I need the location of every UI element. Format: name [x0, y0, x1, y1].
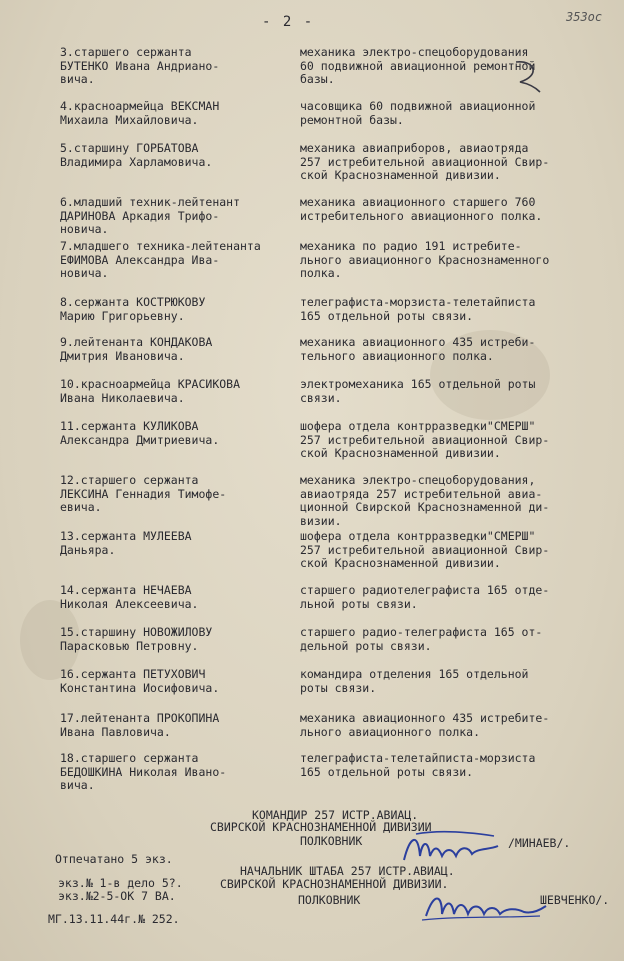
awardee-name: 8.сержанта КОСТРЮКОВУ Марию Григорьевну.: [60, 295, 206, 323]
awardee-name: 13.сержанта МУЛЕЕВА Даньяра.: [60, 529, 192, 557]
chief-rank: ПОЛКОВНИК: [298, 893, 361, 907]
awardee-name: 4.красноармейца ВЕКСМАН Михаила Михайловича.: [60, 99, 220, 127]
awardee-name: 11.сержанта КУЛИКОВА Александра Дмитриевича.: [60, 419, 220, 447]
awardee-name: 9.лейтенанта КОНДАКОВА Дмитрия Ивановича.: [60, 335, 213, 363]
awardee-name: 14.сержанта НЕЧАЕВА Николая Алексеевича.: [60, 583, 199, 611]
awardee-position: электромеханика 165 отдельной роты связи.: [300, 377, 536, 405]
awardee-name: 10.красноармейца КРАСИКОВА Ивана Николаевича.: [60, 377, 241, 405]
awardee-position: механика авиационного 435 истребите- льного авиационного полка.: [300, 711, 550, 739]
copy-distribution-1: экз.№ 1-в дело 5?.: [58, 876, 183, 890]
chief-of-staff-line2: СВИРСКОЙ КРАСНОЗНАМЕННОЙ ДИВИЗИИ.: [220, 877, 449, 891]
awardee-position: механика электро-спецоборудования 60 подвижной авиационной ремонтной базы.: [300, 45, 536, 86]
awardee-position: телеграфиста-телетайписта-морзиста 165 отдельной роты связи.: [300, 751, 536, 779]
archive-number: 353ос: [566, 10, 603, 24]
awardee-name: 7.младшего техника-лейтенанта ЕФИМОВА Александра Ива- новича.: [60, 239, 261, 280]
awardee-position: механика авиаприборов, авиаотряда 257 истребительной авиационной Свир- ской Краснознаменной дивизии.: [300, 141, 550, 182]
awardee-position: часовщика 60 подвижной авиационной ремонтной базы.: [300, 99, 536, 127]
awardee-position: командира отделения 165 отдельной роты связи.: [300, 667, 529, 695]
chief-name: ШЕВЧЕНКО/.: [540, 893, 610, 907]
chief-signature: [420, 886, 550, 926]
awardee-position: шофера отдела контрразведки"СМЕРШ" 257 истребительной авиационной Свир- ской Краснознаменной дивизии.: [300, 419, 550, 460]
awardee-name: 17.лейтенанта ПРОКОПИНА Ивана Павловича.: [60, 711, 220, 739]
document-reference: МГ.13.11.44г.№ 252.: [48, 912, 180, 926]
awardee-position: телеграфиста-морзиста-телетайписта 165 отдельной роты связи.: [300, 295, 536, 323]
awardee-position: старшего радио-телеграфиста 165 от- дельной роты связи.: [300, 625, 543, 653]
copy-distribution-2: экз.№2-5-ОК 7 ВА.: [58, 889, 176, 903]
commander-title-line1: КОМАНДИР 257 ИСТР.АВИАЦ.: [252, 808, 419, 822]
awardee-position: старшего радиотелеграфиста 165 отде- льной роты связи.: [300, 583, 550, 611]
awardee-name: 3.старшего сержанта БУТЕНКО Ивана Андриано- вича.: [60, 45, 220, 86]
commander-rank: ПОЛКОВНИК: [300, 834, 363, 848]
awardee-name: 12.старшего сержанта ЛЕКСИНА Геннадия Тимофе- евича.: [60, 473, 227, 514]
awardee-position: механика по радио 191 истребите- льного авиационного Краснознаменного полка.: [300, 239, 550, 280]
awardee-name: 6.младший техник-лейтенант ДАРИНОВА Аркадия Трифо- новича.: [60, 195, 241, 236]
awardee-position: механика электро-спецоборудования, авиаотряда 257 истребительной авиа- ционной Свирской Краснознаменной ди- визии.: [300, 473, 550, 528]
awardee-name: 18.старшего сержанта БЕДОШКИНА Николая Ивано- вича.: [60, 751, 227, 792]
awardee-name: 16.сержанта ПЕТУХОВИЧ Константина Иосифовича.: [60, 667, 220, 695]
awardee-position: шофера отдела контрразведки"СМЕРШ" 257 истребительной авиационной Свир- ской Краснознаменной дивизии.: [300, 529, 550, 570]
chief-of-staff-line1: НАЧАЛЬНИК ШТАБА 257 ИСТР.АВИАЦ.: [240, 864, 455, 878]
page-number: - 2 -: [262, 14, 315, 30]
awardee-name: 5.старшину ГОРБАТОВА Владимира Харламовича.: [60, 141, 213, 169]
awardee-position: механика авиационного 435 истреби- тельного авиационного полка.: [300, 335, 536, 363]
awardee-position: механика авиационного старшего 760 истребительного авиационного полка.: [300, 195, 543, 223]
commander-signature: [398, 826, 508, 870]
margin-mark: [506, 56, 546, 96]
commander-title-line2: СВИРСКОЙ КРАСНОЗНАМЕННОЙ ДИВИЗИИ: [210, 820, 432, 834]
printed-copies: Отпечатано 5 экз.: [55, 852, 173, 866]
awardee-name: 15.старшину НОВОЖИЛОВУ Парасковью Петровну.: [60, 625, 213, 653]
commander-name: /МИНАЕВ/.: [508, 836, 571, 850]
